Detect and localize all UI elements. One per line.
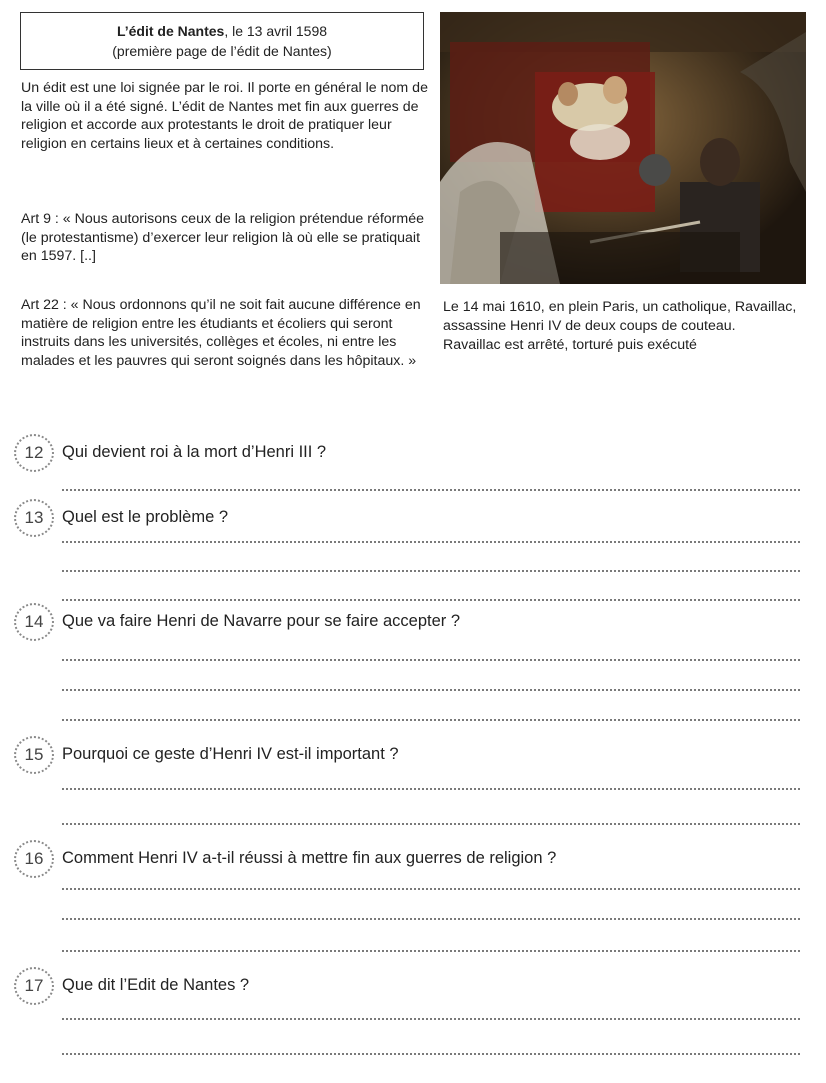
title-bold: L’édit de Nantes	[116, 23, 225, 39]
question-number-badge: 14	[14, 603, 54, 641]
answer-line[interactable]	[62, 570, 800, 572]
question-text: Que va faire Henri de Navarre pour se faire accepter ?	[62, 612, 461, 630]
title-line	[21, 21, 423, 41]
title-date: , le 13 avril 1598	[224, 23, 328, 39]
question-number-badge: 13	[14, 499, 54, 537]
painting-caption	[443, 298, 808, 355]
question-number-badge: 15	[14, 736, 54, 774]
answer-line[interactable]	[62, 719, 800, 721]
answer-line[interactable]	[62, 659, 800, 661]
question-text: Pourquoi ce geste d’Henri IV est-il important ?	[62, 745, 399, 763]
answer-line[interactable]	[62, 950, 800, 952]
answer-line[interactable]	[62, 1018, 800, 1020]
caption-line-1: Le 14 mai 1610, en plein Paris, un catholique, Ravaillac, assassine Henri IV de deux coups de couteau.	[443, 299, 797, 334]
answer-line[interactable]	[62, 918, 800, 920]
question-number-badge: 16	[14, 840, 54, 878]
answer-line[interactable]	[62, 689, 800, 691]
painting-illustration	[440, 12, 806, 284]
question-number-badge: 17	[14, 967, 54, 1005]
answer-line[interactable]	[62, 599, 800, 601]
assassination-painting-image	[440, 12, 806, 284]
question-text: Que dit l’Edit de Nantes ?	[62, 976, 250, 994]
intro-paragraph: Un édit est une loi signée par le roi. Il porte en général le nom de la ville où il a été signé. L’édit de Nantes met fin aux guerres de religion et accorde aux protestants le droit de pratiquer leur religion en certains lieux et à certaines conditions.	[21, 80, 428, 152]
article-22-paragraph: Art 22 : « Nous ordonnons qu’il ne soit fait aucune différence en matière de religion entre les étudiants et écoliers qui seront instruits dans les universités, collèges et écoles, ni entre les malades et les pauvres qui seront soignés dans les hôpitaux. »	[21, 297, 421, 369]
question-text: Qui devient roi à la mort d’Henri III ?	[62, 443, 327, 461]
answer-line[interactable]	[62, 823, 800, 825]
answer-line[interactable]	[62, 541, 800, 543]
caption-line-2: Ravaillac est arrêté, torturé puis exécuté	[443, 337, 697, 353]
answer-line[interactable]	[62, 489, 800, 491]
question-text: Quel est le problème ?	[62, 508, 229, 526]
answer-line[interactable]	[62, 888, 800, 890]
answer-line[interactable]	[62, 1053, 800, 1055]
document-title-box	[20, 12, 424, 70]
article-9-paragraph: Art 9 : « Nous autorisons ceux de la religion prétendue réformée (le protestantisme) d’exercer leur religion là où elle se pratiquait en 1597. [..]	[21, 211, 424, 265]
question-text: Comment Henri IV a-t-il réussi à mettre fin aux guerres de religion ?	[62, 849, 557, 867]
title-subtitle: (première page de l’édit de Nantes)	[112, 43, 332, 59]
question-number-badge: 12	[14, 434, 54, 472]
answer-line[interactable]	[62, 788, 800, 790]
